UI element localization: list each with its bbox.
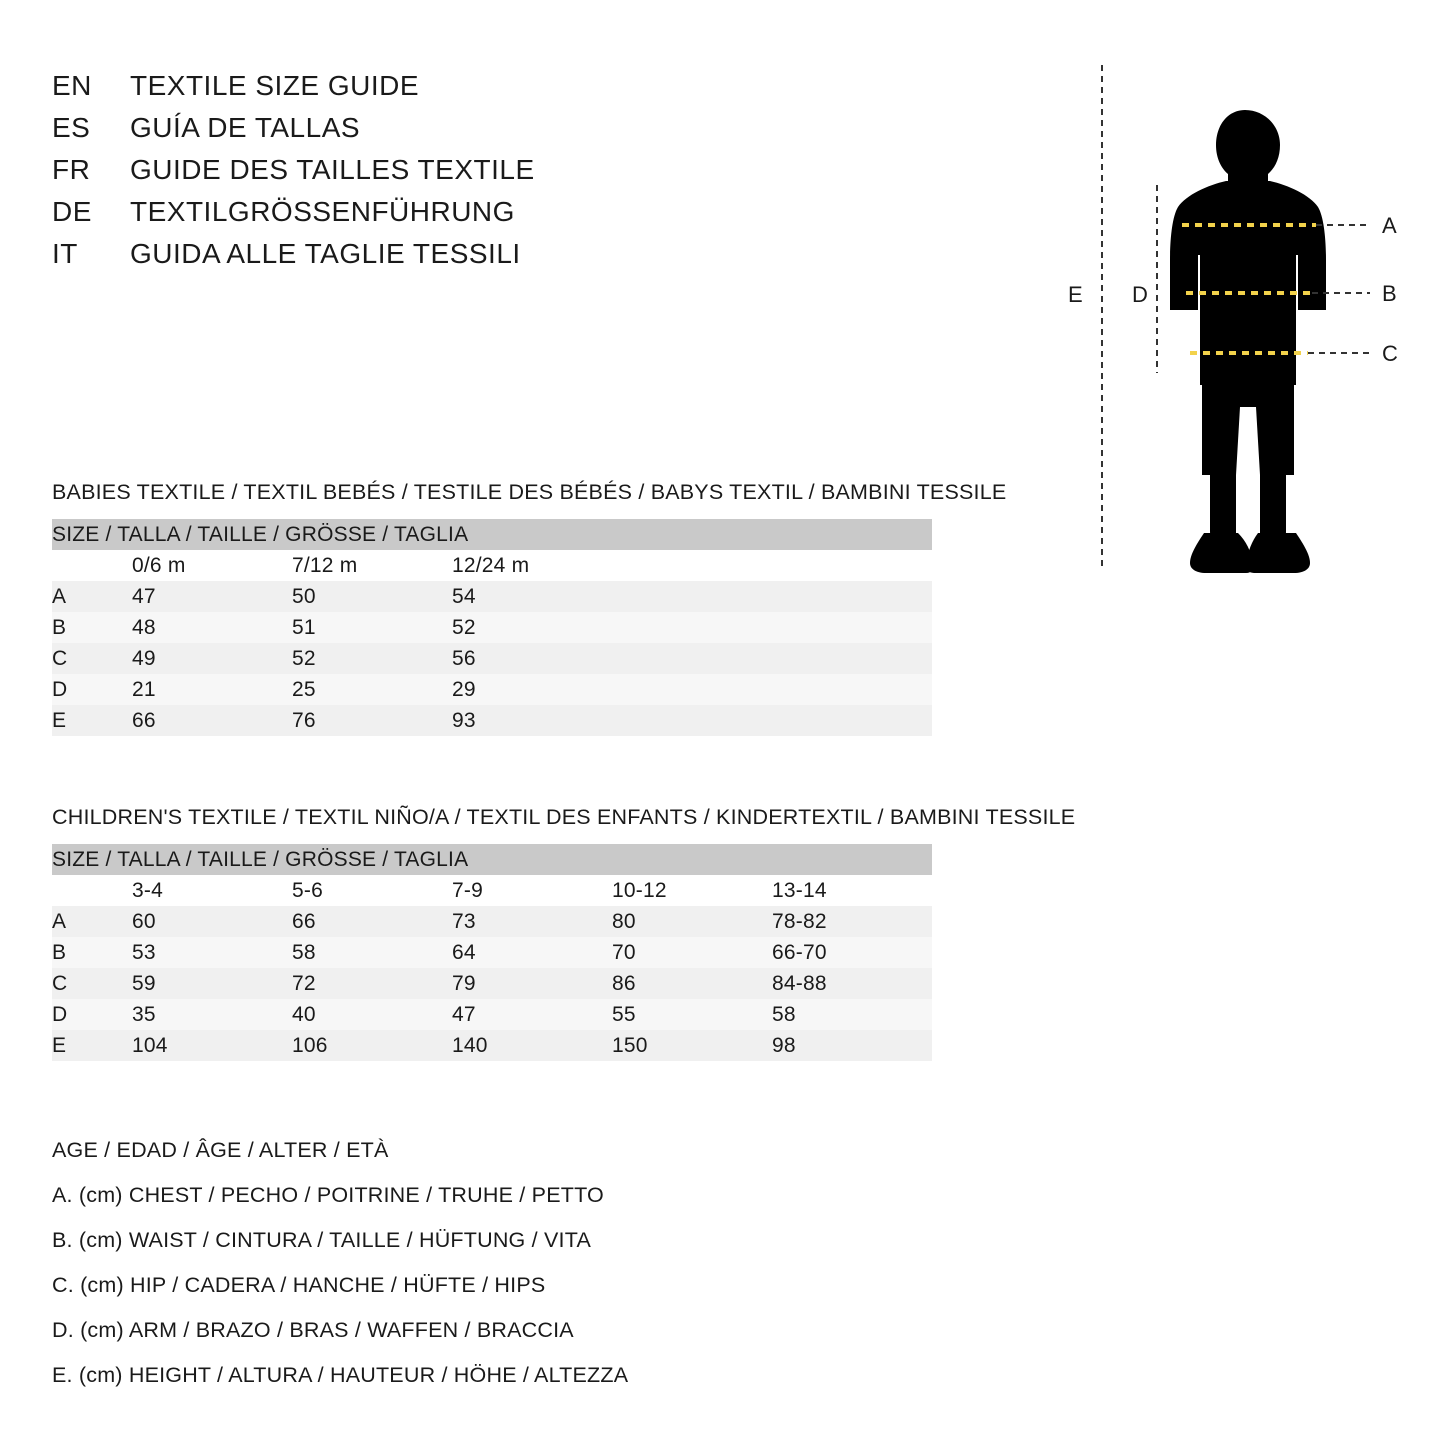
cell: 80 [612, 906, 772, 937]
cell: 93 [452, 705, 932, 736]
cell: 48 [132, 612, 292, 643]
babies-col-1: 7/12 m [292, 550, 452, 581]
language-title: TEXTILGRÖSSENFÜHRUNG [130, 196, 515, 227]
cell: 40 [292, 999, 452, 1030]
figure-label-c: C [1382, 341, 1398, 366]
row-label: D [52, 674, 132, 705]
cell: 59 [132, 968, 292, 999]
legend-arm: D. (cm) ARM / BRAZO / BRAS / WAFFEN / BRACCIA [52, 1318, 574, 1342]
table-row [52, 1030, 932, 1061]
row-label: B [52, 612, 132, 643]
children-band-row [52, 844, 932, 875]
cell: 73 [452, 906, 612, 937]
cell: 76 [292, 705, 452, 736]
figure-label-b: B [1382, 281, 1397, 306]
cell: 78-82 [772, 906, 932, 937]
cell: 29 [452, 674, 932, 705]
language-code: EN [52, 70, 92, 101]
figure-label-e: E [1068, 282, 1083, 307]
measurement-figure [1040, 55, 1420, 575]
babies-column-header-row [52, 550, 932, 581]
babies-col-0: 0/6 m [132, 550, 292, 581]
legend-waist: B. (cm) WAIST / CINTURA / TAILLE / HÜFTUNG / VITA [52, 1228, 591, 1252]
language-code: IT [52, 238, 78, 269]
table-row [52, 937, 932, 968]
language-title: GUÍA DE TALLAS [130, 112, 361, 143]
measurement-legend [52, 1138, 952, 1408]
babies-section-title: BABIES TEXTILE / TEXTIL BEBÉS / TESTILE DES BÉBÉS / BABYS TEXTIL / BAMBINI TESSILE [52, 480, 1007, 504]
silhouette-icon [1170, 110, 1326, 573]
legend-chest: A. (cm) CHEST / PECHO / POITRINE / TRUHE / PETTO [52, 1183, 604, 1207]
row-label: A [52, 906, 132, 937]
table-row [52, 705, 932, 736]
language-title: GUIDA ALLE TAGLIE TESSILI [130, 238, 521, 269]
table-row [52, 968, 932, 999]
language-code: ES [52, 112, 91, 143]
language-row-de [52, 196, 672, 228]
language-title-block [52, 70, 672, 280]
children-col-3: 10-12 [612, 875, 772, 906]
cell: 53 [132, 937, 292, 968]
child-silhouette-diagram [1040, 55, 1420, 575]
cell: 140 [452, 1030, 612, 1061]
cell: 52 [292, 643, 452, 674]
figure-label-d: D [1132, 282, 1148, 307]
babies-size-table [52, 519, 932, 736]
cell: 52 [452, 612, 932, 643]
cell: 150 [612, 1030, 772, 1061]
cell: 66 [292, 906, 452, 937]
cell: 25 [292, 674, 452, 705]
spacer-cell [52, 875, 132, 906]
cell: 64 [452, 937, 612, 968]
babies-band-label: SIZE / TALLA / TAILLE / GRÖSSE / TAGLIA [52, 519, 932, 550]
cell: 47 [132, 581, 292, 612]
children-column-header-row [52, 875, 932, 906]
cell: 58 [292, 937, 452, 968]
cell: 70 [612, 937, 772, 968]
cell: 56 [452, 643, 932, 674]
row-label: A [52, 581, 132, 612]
row-label: C [52, 968, 132, 999]
babies-band-row [52, 519, 932, 550]
language-row-it [52, 238, 672, 270]
children-section [52, 805, 1075, 1061]
language-title: GUIDE DES TAILLES TEXTILE [130, 154, 535, 185]
cell: 51 [292, 612, 452, 643]
cell: 66-70 [772, 937, 932, 968]
table-row [52, 674, 932, 705]
children-section-title: CHILDREN'S TEXTILE / TEXTIL NIÑO/A / TEXTIL DES ENFANTS / KINDERTEXTIL / BAMBINI TESSILE [52, 805, 1076, 829]
table-row [52, 643, 932, 674]
table-row [52, 581, 932, 612]
spacer-cell [52, 550, 132, 581]
cell: 54 [452, 581, 932, 612]
cell: 47 [452, 999, 612, 1030]
language-code: DE [52, 196, 92, 227]
row-label: E [52, 1030, 132, 1061]
language-row-fr [52, 154, 672, 186]
language-title: TEXTILE SIZE GUIDE [130, 70, 420, 101]
babies-col-2: 12/24 m [452, 550, 932, 581]
children-col-0: 3-4 [132, 875, 292, 906]
table-row [52, 906, 932, 937]
cell: 60 [132, 906, 292, 937]
language-row-en [52, 70, 672, 102]
babies-section [52, 480, 1006, 736]
cell: 79 [452, 968, 612, 999]
table-row [52, 999, 932, 1030]
cell: 84-88 [772, 968, 932, 999]
cell: 21 [132, 674, 292, 705]
cell: 55 [612, 999, 772, 1030]
cell: 50 [292, 581, 452, 612]
cell: 35 [132, 999, 292, 1030]
cell: 106 [292, 1030, 452, 1061]
legend-height: E. (cm) HEIGHT / ALTURA / HAUTEUR / HÖHE / ALTEZZA [52, 1363, 629, 1387]
figure-label-a: A [1382, 213, 1397, 238]
cell: 49 [132, 643, 292, 674]
cell: 86 [612, 968, 772, 999]
cell: 58 [772, 999, 932, 1030]
language-code: FR [52, 154, 91, 185]
legend-hip: C. (cm) HIP / CADERA / HANCHE / HÜFTE / HIPS [52, 1273, 546, 1297]
children-size-table [52, 844, 932, 1061]
legend-age: AGE / EDAD / ÂGE / ALTER / ETÀ [52, 1138, 389, 1162]
row-label: E [52, 705, 132, 736]
language-row-es [52, 112, 672, 144]
children-col-1: 5-6 [292, 875, 452, 906]
cell: 98 [772, 1030, 932, 1061]
table-row [52, 612, 932, 643]
children-band-label: SIZE / TALLA / TAILLE / GRÖSSE / TAGLIA [52, 844, 932, 875]
cell: 104 [132, 1030, 292, 1061]
row-label: D [52, 999, 132, 1030]
row-label: C [52, 643, 132, 674]
cell: 72 [292, 968, 452, 999]
children-col-4: 13-14 [772, 875, 932, 906]
cell: 66 [132, 705, 292, 736]
row-label: B [52, 937, 132, 968]
children-col-2: 7-9 [452, 875, 612, 906]
